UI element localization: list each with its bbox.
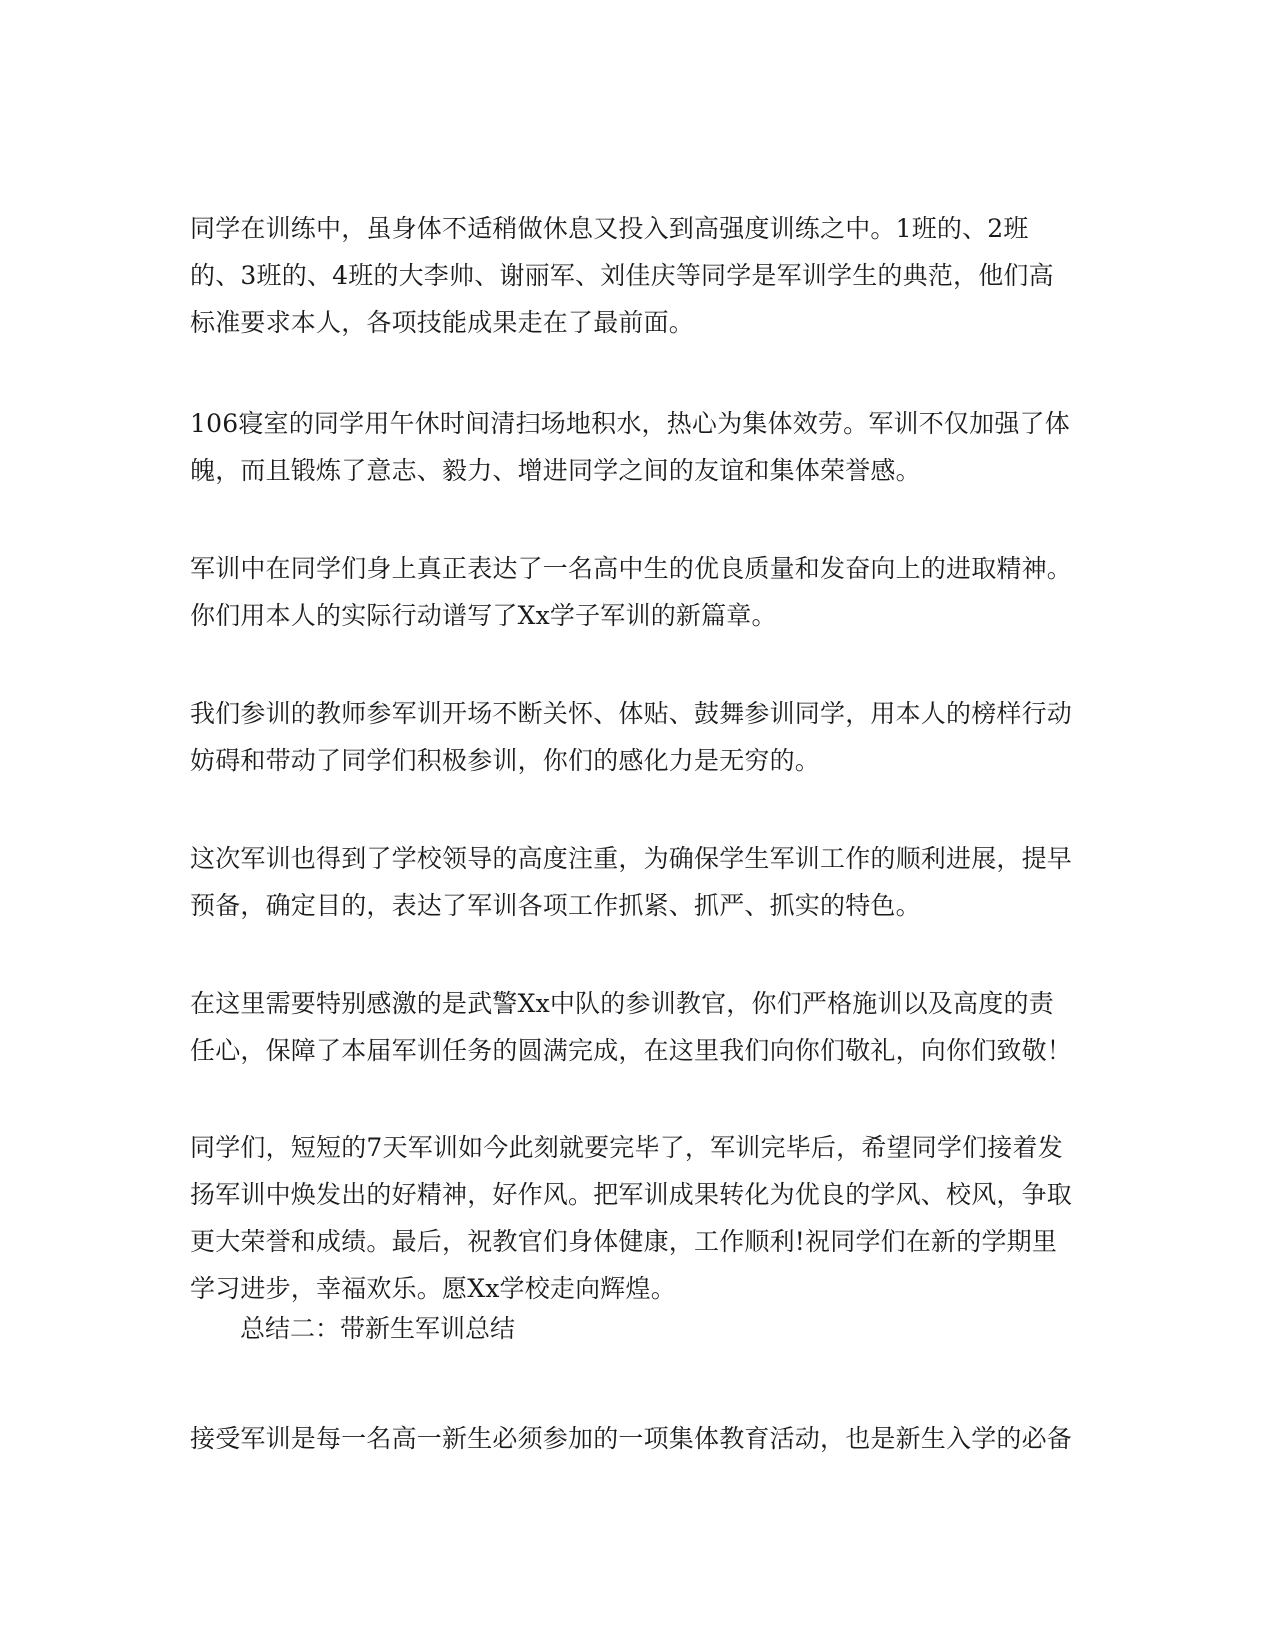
paragraph-school-leaders: 这次军训也得到了学校领导的高度注重，为确保学生军训工作的顺利进展，提早预备，确定目的，表达了军训各项工作抓紧、抓严、抓实的特色。 bbox=[190, 844, 1073, 920]
paragraph-teachers: 我们参训的教师参军训开场不断关怀、体贴、鼓舞参训同学，用本人的榜样行动妨碍和带动了同学们积极参训，你们的感化力是无穷的。 bbox=[190, 699, 1073, 775]
paragraph-dorm-106: 106寝室的同学用午休时间清扫场地积水，热心为集体效劳。军训不仅加强了体魄，而且锻炼了意志、毅力、增进同学之间的友谊和集体荣誉感。 bbox=[190, 409, 1070, 485]
paragraph-new-section-intro: 接受军训是每一名高一新生必须参加的一项集体教育活动，也是新生入学的必备 bbox=[190, 1424, 1073, 1453]
paragraph-instructors-thanks: 在这里需要特别感激的是武警Xx中队的参训教官，你们严格施训以及高度的责任心，保障了本届军训任务的圆满完成，在这里我们向你们敬礼，向你们致敬！ bbox=[190, 989, 1073, 1065]
paragraph-training-models: 同学在训练中，虽身体不适稍做休息又投入到高强度训练之中。1班的、2班的、3班的、4班的大李帅、谢丽军、刘佳庆等同学是军训学生的典范，他们高标准要求本人，各项技能成果走在了最前面。 bbox=[190, 214, 1054, 337]
section-heading: 总结二：带新生军训总结 bbox=[240, 1314, 516, 1343]
paragraph-student-spirit: 军训中在同学们身上真正表达了一名高中生的优良质量和发奋向上的进取精神。你们用本人的实际行动谱写了Xx学子军训的新篇章。 bbox=[190, 554, 1073, 630]
paragraph-closing-wishes: 同学们，短短的7天军训如今此刻就要完毕了，军训完毕后，希望同学们接着发扬军训中焕发出的好精神，好作风。把军训成果转化为优良的学风、校风，争取更大荣誉和成绩。最后，祝教官们身体健康，工作顺利!祝同学们在新的学期里学习进步，幸福欢乐。愿Xx学校走向辉煌。 bbox=[190, 1133, 1073, 1303]
